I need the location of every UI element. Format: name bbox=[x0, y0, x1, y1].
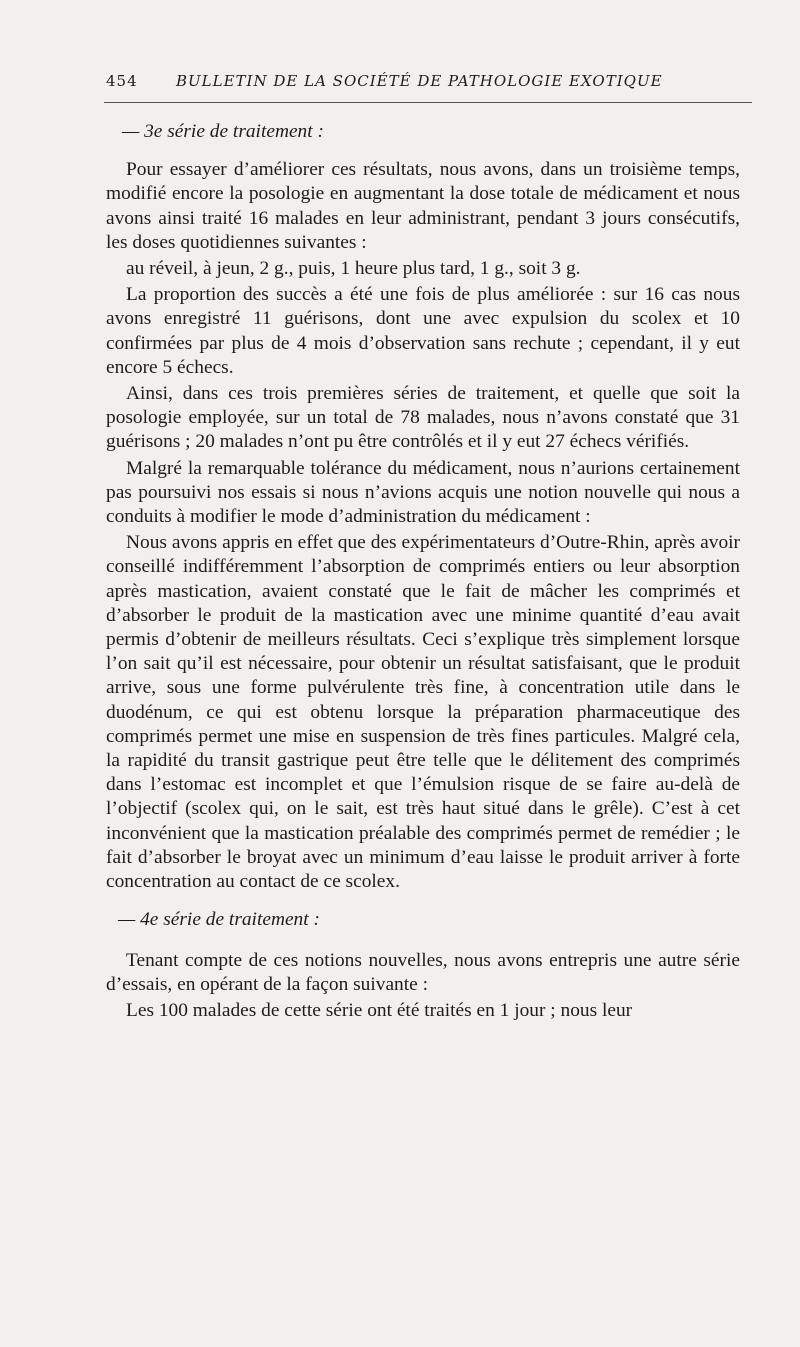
running-header bbox=[106, 72, 750, 96]
section-heading-3: — 3e série de traitement : bbox=[122, 121, 324, 142]
paragraph: Malgré la remarquable tolérance du médicament, nous n’aurions certainement pas poursuivi nos essais si nous n’avions acquis une notion nouvelle qui nous a conduits à modifier le mode d’administration du médicament : bbox=[106, 457, 740, 528]
section-heading-4: — 4e série de traitement : bbox=[118, 909, 320, 931]
paragraph: Nous avons appris en effet que des expérimentateurs d’Outre-Rhin, après avoir conseillé indifféremment l’absorption de comprimés entiers ou leur absorption après mastication, avaient constaté que le fait de mâcher les comprimés et d’absorber le produit de la mastication avec une minime quantité d’eau avait permis d’obtenir de meilleurs résultats. Ceci s’explique très simplement lorsque l’on sait qu’il est nécessaire, pour obtenir un résultat satisfaisant, que le produit arrive, sous une forme pulvérulente très fine, à concentration utile dans le duodénum, ce qui est obtenu lorsque la préparation pharmaceutique des comprimés permet une mise en suspension de très fines particules. Malgré cela, la rapidité du transit gastrique peut être telle que le délitement des comprimés dans l’estomac est incomplet et que l’émulsion risque de se faire au-delà de l’objectif (scolex qui, on le sait, est très haut situé dans le grêle). C’est à cet inconvénient que la mastication préalable des comprimés permet de remédier ; le fait d’absorber le broyat avec un minimum d’eau laisse le produit arriver à forte concentration au contact de ce scolex. bbox=[106, 532, 740, 893]
running-title: BULLETIN DE LA SOCIÉTÉ DE PATHOLOGIE EXOTIQUE bbox=[176, 72, 663, 90]
header-rule bbox=[104, 102, 752, 103]
paragraph: Tenant compte de ces notions nouvelles, nous avons entrepris une autre série d’essais, en opérant de la façon suivante : bbox=[106, 949, 740, 995]
paragraph-dosage: au réveil, à jeun, 2 g., puis, 1 heure plus tard, 1 g., soit 3 g. bbox=[126, 258, 581, 280]
paragraph: La proportion des succès a été une fois de plus améliorée : sur 16 cas nous avons enregistré 11 guérisons, dont une avec expulsion du scolex et 10 confirmées par plus de 4 mois d’observation sans rechute ; cependant, il y eut encore 5 échecs. bbox=[106, 284, 740, 378]
spacer bbox=[106, 150, 740, 158]
page-number: 454 bbox=[106, 72, 138, 90]
paragraph: Pour essayer d’améliorer ces résultats, nous avons, dans un troisième temps, modifié encore la posologie en augmentant la dose totale de médicament et nous avons ainsi traité 16 malades en leur administrant, pendant 3 jours consécutifs, les doses quotidiennes suivantes : bbox=[106, 159, 740, 253]
paragraph: Les 100 malades de cette série ont été traités en 1 jour ; nous leur bbox=[126, 999, 633, 1021]
paragraph: Ainsi, dans ces trois premières séries de traitement, et quelle que soit la posologie employée, sur un total de 78 malades, nous n’avons constaté que 31 guérisons ; 20 malades n’ont pu être contrôlés et il y eut 27 échecs vérifiés. bbox=[106, 383, 740, 453]
article-body bbox=[106, 118, 740, 1025]
